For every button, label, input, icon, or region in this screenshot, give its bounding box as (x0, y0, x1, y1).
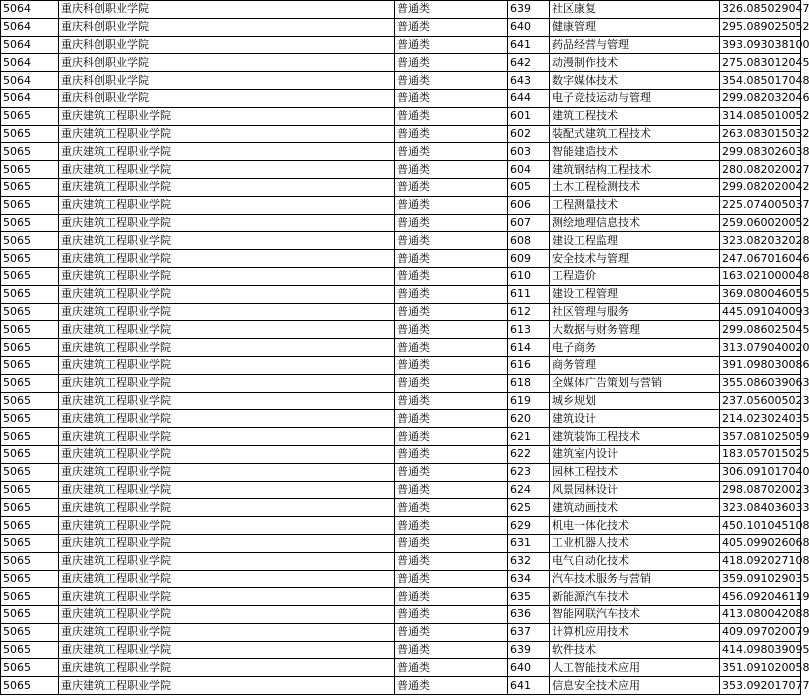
major-name-cell: 园林工程技术 (550, 463, 720, 481)
school-code-cell: 5065 (1, 552, 59, 570)
major-name-cell: 建筑装饰工程技术 (550, 428, 720, 446)
school-code-cell: 5065 (1, 374, 59, 392)
score-cell: 354.085017048 (720, 72, 801, 90)
school-code-cell: 5065 (1, 570, 59, 588)
category-cell: 普通类 (395, 303, 508, 321)
major-code-cell: 611 (508, 285, 550, 303)
major-name-cell: 建设工程监理 (550, 232, 720, 250)
school-name-cell: 重庆建筑工程职业学院 (59, 267, 395, 285)
major-code-cell: 637 (508, 623, 550, 641)
major-name-cell: 建筑钢结构工程技术 (550, 161, 720, 179)
score-cell: 299.083026038 (720, 143, 801, 161)
major-name-cell: 电子商务 (550, 339, 720, 357)
major-name-cell: 汽车技术服务与营销 (550, 570, 720, 588)
major-name-cell: 信息安全技术应用 (550, 677, 720, 695)
table-row (1, 445, 801, 463)
category-cell: 普通类 (395, 552, 508, 570)
school-name-cell: 重庆建筑工程职业学院 (59, 356, 395, 374)
major-code-cell: 607 (508, 214, 550, 232)
table-row (1, 196, 801, 214)
score-cell: 275.083012045 (720, 54, 801, 72)
school-name-cell: 重庆建筑工程职业学院 (59, 445, 395, 463)
score-cell: 393.093038100 (720, 36, 801, 54)
school-code-cell: 5065 (1, 445, 59, 463)
table-row (1, 428, 801, 446)
school-code-cell: 5065 (1, 481, 59, 499)
table-row (1, 267, 801, 285)
school-code-cell: 5065 (1, 161, 59, 179)
table-row (1, 534, 801, 552)
major-code-cell: 625 (508, 499, 550, 517)
school-name-cell: 重庆建筑工程职业学院 (59, 623, 395, 641)
major-name-cell: 工程造价 (550, 267, 720, 285)
major-code-cell: 644 (508, 89, 550, 107)
score-cell: 299.082020042 (720, 178, 801, 196)
table-row (1, 36, 801, 54)
major-code-cell: 620 (508, 410, 550, 428)
category-cell: 普通类 (395, 232, 508, 250)
table-row (1, 552, 801, 570)
score-cell: 299.086025045 (720, 321, 801, 339)
category-cell: 普通类 (395, 534, 508, 552)
category-cell: 普通类 (395, 392, 508, 410)
major-code-cell: 621 (508, 428, 550, 446)
school-code-cell: 5065 (1, 285, 59, 303)
category-cell: 普通类 (395, 623, 508, 641)
major-name-cell: 社区康复 (550, 1, 720, 19)
major-name-cell: 风景园林设计 (550, 481, 720, 499)
major-name-cell: 社区管理与服务 (550, 303, 720, 321)
score-cell: 306.091017040 (720, 463, 801, 481)
school-code-cell: 5065 (1, 392, 59, 410)
major-name-cell: 建筑设计 (550, 410, 720, 428)
major-code-cell: 612 (508, 303, 550, 321)
major-name-cell: 电子竞技运动与管理 (550, 89, 720, 107)
category-cell: 普通类 (395, 72, 508, 90)
school-code-cell: 5065 (1, 677, 59, 695)
major-name-cell: 电气自动化技术 (550, 552, 720, 570)
major-code-cell: 604 (508, 161, 550, 179)
school-code-cell: 5064 (1, 54, 59, 72)
table-row (1, 89, 801, 107)
major-name-cell: 城乡规划 (550, 392, 720, 410)
school-code-cell: 5065 (1, 143, 59, 161)
category-cell: 普通类 (395, 339, 508, 357)
table-row (1, 677, 801, 695)
major-code-cell: 614 (508, 339, 550, 357)
score-cell: 409.097020079 (720, 623, 801, 641)
school-code-cell: 5065 (1, 303, 59, 321)
category-cell: 普通类 (395, 499, 508, 517)
school-code-cell: 5065 (1, 196, 59, 214)
school-name-cell: 重庆建筑工程职业学院 (59, 374, 395, 392)
school-code-cell: 5065 (1, 534, 59, 552)
category-cell: 普通类 (395, 321, 508, 339)
major-name-cell: 测绘地理信息技术 (550, 214, 720, 232)
score-cell: 313.079040020 (720, 339, 801, 357)
category-cell: 普通类 (395, 267, 508, 285)
major-code-cell: 641 (508, 677, 550, 695)
major-code-cell: 636 (508, 606, 550, 624)
school-name-cell: 重庆建筑工程职业学院 (59, 641, 395, 659)
major-name-cell: 土木工程检测技术 (550, 178, 720, 196)
school-name-cell: 重庆建筑工程职业学院 (59, 339, 395, 357)
table-row (1, 1, 801, 19)
score-cell: 247.067016046 (720, 250, 801, 268)
score-cell: 357.081025059 (720, 428, 801, 446)
major-code-cell: 635 (508, 588, 550, 606)
school-code-cell: 5065 (1, 178, 59, 196)
major-name-cell: 机电一体化技术 (550, 517, 720, 535)
category-cell: 普通类 (395, 178, 508, 196)
school-code-cell: 5065 (1, 339, 59, 357)
school-code-cell: 5065 (1, 214, 59, 232)
school-code-cell: 5064 (1, 72, 59, 90)
major-name-cell: 建筑工程技术 (550, 107, 720, 125)
score-cell: 326.085029047 (720, 1, 801, 19)
school-code-cell: 5065 (1, 267, 59, 285)
major-code-cell: 641 (508, 36, 550, 54)
school-code-cell: 5065 (1, 232, 59, 250)
score-cell: 355.086039063 (720, 374, 801, 392)
school-code-cell: 5065 (1, 517, 59, 535)
major-code-cell: 616 (508, 356, 550, 374)
score-cell: 351.091020058 (720, 659, 801, 677)
category-cell: 普通类 (395, 143, 508, 161)
major-name-cell: 建筑室内设计 (550, 445, 720, 463)
major-name-cell: 人工智能技术应用 (550, 659, 720, 677)
major-code-cell: 608 (508, 232, 550, 250)
major-code-cell: 642 (508, 54, 550, 72)
category-cell: 普通类 (395, 606, 508, 624)
school-name-cell: 重庆科创职业学院 (59, 36, 395, 54)
school-name-cell: 重庆建筑工程职业学院 (59, 428, 395, 446)
school-code-cell: 5065 (1, 623, 59, 641)
table-row (1, 623, 801, 641)
score-cell: 298.087020023 (720, 481, 801, 499)
major-code-cell: 623 (508, 463, 550, 481)
table-row (1, 214, 801, 232)
school-name-cell: 重庆科创职业学院 (59, 54, 395, 72)
score-cell: 225.074005037 (720, 196, 801, 214)
major-name-cell: 药品经营与管理 (550, 36, 720, 54)
school-code-cell: 5065 (1, 107, 59, 125)
major-code-cell: 639 (508, 641, 550, 659)
major-code-cell: 613 (508, 321, 550, 339)
school-name-cell: 重庆科创职业学院 (59, 72, 395, 90)
score-cell: 163.021000048 (720, 267, 801, 285)
table-row (1, 517, 801, 535)
score-cell: 456.092046119 (720, 588, 801, 606)
score-cell: 369.080046055 (720, 285, 801, 303)
major-code-cell: 629 (508, 517, 550, 535)
score-cell: 445.091040093 (720, 303, 801, 321)
school-code-cell: 5065 (1, 125, 59, 143)
table-row (1, 339, 801, 357)
major-name-cell: 计算机应用技术 (550, 623, 720, 641)
table-row (1, 392, 801, 410)
table-row (1, 178, 801, 196)
table-row (1, 232, 801, 250)
school-name-cell: 重庆建筑工程职业学院 (59, 481, 395, 499)
school-code-cell: 5065 (1, 499, 59, 517)
school-name-cell: 重庆建筑工程职业学院 (59, 125, 395, 143)
category-cell: 普通类 (395, 161, 508, 179)
school-code-cell: 5065 (1, 463, 59, 481)
table-row (1, 481, 801, 499)
category-cell: 普通类 (395, 1, 508, 19)
major-name-cell: 大数据与财务管理 (550, 321, 720, 339)
school-name-cell: 重庆科创职业学院 (59, 89, 395, 107)
table-row (1, 606, 801, 624)
school-code-cell: 5064 (1, 1, 59, 19)
table-row (1, 410, 801, 428)
major-code-cell: 632 (508, 552, 550, 570)
score-cell: 418.092027108 (720, 552, 801, 570)
score-cell: 413.080042088 (720, 606, 801, 624)
school-name-cell: 重庆科创职业学院 (59, 1, 395, 19)
school-name-cell: 重庆建筑工程职业学院 (59, 303, 395, 321)
category-cell: 普通类 (395, 445, 508, 463)
category-cell: 普通类 (395, 18, 508, 36)
table-row (1, 125, 801, 143)
school-name-cell: 重庆建筑工程职业学院 (59, 214, 395, 232)
school-name-cell: 重庆建筑工程职业学院 (59, 143, 395, 161)
major-name-cell: 智能网联汽车技术 (550, 606, 720, 624)
category-cell: 普通类 (395, 428, 508, 446)
table-row (1, 570, 801, 588)
category-cell: 普通类 (395, 107, 508, 125)
category-cell: 普通类 (395, 196, 508, 214)
table-row (1, 143, 801, 161)
major-name-cell: 建设工程管理 (550, 285, 720, 303)
school-code-cell: 5065 (1, 588, 59, 606)
table-row (1, 641, 801, 659)
table-row (1, 161, 801, 179)
category-cell: 普通类 (395, 36, 508, 54)
table-row (1, 356, 801, 374)
category-cell: 普通类 (395, 463, 508, 481)
table-row (1, 588, 801, 606)
school-name-cell: 重庆建筑工程职业学院 (59, 588, 395, 606)
major-name-cell: 建筑动画技术 (550, 499, 720, 517)
major-name-cell: 动漫制作技术 (550, 54, 720, 72)
major-code-cell: 606 (508, 196, 550, 214)
score-cell: 450.101045108 (720, 517, 801, 535)
table-row (1, 250, 801, 268)
major-name-cell: 软件技术 (550, 641, 720, 659)
school-name-cell: 重庆建筑工程职业学院 (59, 659, 395, 677)
category-cell: 普通类 (395, 410, 508, 428)
major-code-cell: 643 (508, 72, 550, 90)
table-row (1, 285, 801, 303)
category-cell: 普通类 (395, 641, 508, 659)
major-name-cell: 智能建造技术 (550, 143, 720, 161)
school-name-cell: 重庆建筑工程职业学院 (59, 534, 395, 552)
score-cell: 237.056005023 (720, 392, 801, 410)
school-name-cell: 重庆科创职业学院 (59, 18, 395, 36)
school-code-cell: 5065 (1, 410, 59, 428)
school-name-cell: 重庆建筑工程职业学院 (59, 606, 395, 624)
score-cell: 299.082032046 (720, 89, 801, 107)
category-cell: 普通类 (395, 588, 508, 606)
school-name-cell: 重庆建筑工程职业学院 (59, 232, 395, 250)
school-name-cell: 重庆建筑工程职业学院 (59, 570, 395, 588)
score-cell: 359.091029035 (720, 570, 801, 588)
major-code-cell: 640 (508, 659, 550, 677)
school-name-cell: 重庆建筑工程职业学院 (59, 161, 395, 179)
school-name-cell: 重庆建筑工程职业学院 (59, 517, 395, 535)
category-cell: 普通类 (395, 285, 508, 303)
school-name-cell: 重庆建筑工程职业学院 (59, 499, 395, 517)
score-cell: 414.098039095 (720, 641, 801, 659)
school-code-cell: 5065 (1, 606, 59, 624)
school-name-cell: 重庆建筑工程职业学院 (59, 552, 395, 570)
school-name-cell: 重庆建筑工程职业学院 (59, 178, 395, 196)
category-cell: 普通类 (395, 570, 508, 588)
major-name-cell: 健康管理 (550, 18, 720, 36)
school-name-cell: 重庆建筑工程职业学院 (59, 321, 395, 339)
category-cell: 普通类 (395, 54, 508, 72)
category-cell: 普通类 (395, 659, 508, 677)
score-cell: 323.084036033 (720, 499, 801, 517)
school-name-cell: 重庆建筑工程职业学院 (59, 196, 395, 214)
major-name-cell: 工业机器人技术 (550, 534, 720, 552)
score-cell: 323.082032028 (720, 232, 801, 250)
school-name-cell: 重庆建筑工程职业学院 (59, 677, 395, 695)
score-cell: 314.085010052 (720, 107, 801, 125)
major-code-cell: 619 (508, 392, 550, 410)
category-cell: 普通类 (395, 214, 508, 232)
major-code-cell: 640 (508, 18, 550, 36)
table-body (1, 1, 809, 695)
school-name-cell: 重庆建筑工程职业学院 (59, 285, 395, 303)
score-cell: 183.057015025 (720, 445, 801, 463)
major-name-cell: 全媒体广告策划与营销 (550, 374, 720, 392)
major-name-cell: 工程测量技术 (550, 196, 720, 214)
major-name-cell: 商务管理 (550, 356, 720, 374)
category-cell: 普通类 (395, 517, 508, 535)
table-row (1, 499, 801, 517)
table-row (1, 463, 801, 481)
table-row (1, 72, 801, 90)
school-name-cell: 重庆建筑工程职业学院 (59, 463, 395, 481)
score-cell: 280.082020027 (720, 161, 801, 179)
major-code-cell: 622 (508, 445, 550, 463)
category-cell: 普通类 (395, 374, 508, 392)
score-cell: 391.098030086 (720, 356, 801, 374)
score-cell: 259.060020052 (720, 214, 801, 232)
category-cell: 普通类 (395, 250, 508, 268)
category-cell: 普通类 (395, 89, 508, 107)
school-code-cell: 5065 (1, 428, 59, 446)
category-cell: 普通类 (395, 677, 508, 695)
category-cell: 普通类 (395, 356, 508, 374)
score-cell: 263.083015032 (720, 125, 801, 143)
score-cell: 353.092017077 (720, 677, 801, 695)
table-row (1, 321, 801, 339)
score-cell: 405.099026068 (720, 534, 801, 552)
major-code-cell: 639 (508, 1, 550, 19)
major-code-cell: 634 (508, 570, 550, 588)
school-code-cell: 5065 (1, 356, 59, 374)
major-name-cell: 装配式建筑工程技术 (550, 125, 720, 143)
major-code-cell: 618 (508, 374, 550, 392)
major-code-cell: 605 (508, 178, 550, 196)
school-name-cell: 重庆建筑工程职业学院 (59, 107, 395, 125)
major-code-cell: 624 (508, 481, 550, 499)
school-name-cell: 重庆建筑工程职业学院 (59, 250, 395, 268)
major-code-cell: 609 (508, 250, 550, 268)
major-name-cell: 新能源汽车技术 (550, 588, 720, 606)
category-cell: 普通类 (395, 481, 508, 499)
school-name-cell: 重庆建筑工程职业学院 (59, 410, 395, 428)
table-row (1, 18, 801, 36)
school-code-cell: 5065 (1, 641, 59, 659)
score-cell: 295.089025052 (720, 18, 801, 36)
major-code-cell: 601 (508, 107, 550, 125)
school-code-cell: 5064 (1, 89, 59, 107)
major-code-cell: 602 (508, 125, 550, 143)
school-code-cell: 5065 (1, 659, 59, 677)
table-row (1, 303, 801, 321)
school-name-cell: 重庆建筑工程职业学院 (59, 392, 395, 410)
table-row (1, 659, 801, 677)
major-code-cell: 603 (508, 143, 550, 161)
major-code-cell: 610 (508, 267, 550, 285)
major-name-cell: 数字媒体技术 (550, 72, 720, 90)
school-code-cell: 5065 (1, 250, 59, 268)
major-name-cell: 安全技术与管理 (550, 250, 720, 268)
table-row (1, 374, 801, 392)
school-code-cell: 5064 (1, 36, 59, 54)
table-row (1, 107, 801, 125)
score-cell: 214.023024035 (720, 410, 801, 428)
major-code-cell: 631 (508, 534, 550, 552)
school-code-cell: 5064 (1, 18, 59, 36)
school-code-cell: 5065 (1, 321, 59, 339)
table-row (1, 54, 801, 72)
category-cell: 普通类 (395, 125, 508, 143)
